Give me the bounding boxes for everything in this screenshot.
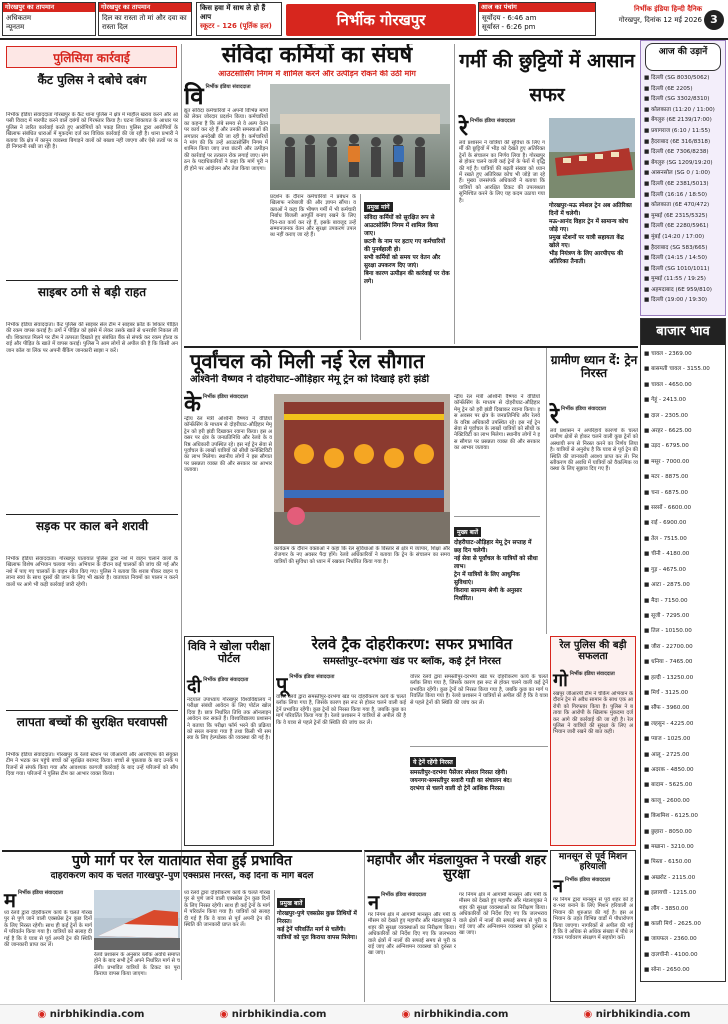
paper-name: निर्भीक इंडिया हिन्दी दैनिक [633,5,702,13]
story-mayor-security [364,850,548,1002]
market-row: ■ आलू - 2725.00 [644,751,690,758]
story1-bullet: छटनी के नाम पर हटाए गए कर्मचारियों की पुनर्बहाली हो। [364,239,446,253]
footer-site[interactable] [402,1009,509,1020]
police-item-title: साइबर ठगी से बड़ी राहत [37,285,147,299]
story1-demands-box [360,194,450,340]
flight-row: ■ मुंबई (14:20 / 17:00) [644,233,705,240]
village-headline: ग्रामीण ध्यान दें: ट्रेन निरस्त [550,353,638,381]
flight-row: ■ बेंगलुरु (SG 1209/19:20) [644,159,713,166]
weather-label: गोरखपुर का तापमान [3,3,95,12]
mayor-body: गर निगम क्षेत्र में आगामी मानसून और गर्मी के मौसम को देखते हुए महापौर और मंडलायुक्त ने शहर की सुरक्षा व्यवस्थाओं का निरीक्षण किया। अधिकारियों को निर्देश दिए गए कि जलभराव वाले क्षेत्रों में नालों की सफाई समय से पूरी कराई जाए और अग्निशमन व्यवस्था को दुरुस्त रखा जाए। [368,912,456,957]
market-row: ■ तेल - 7515.00 [644,535,687,542]
story-contract-workers [184,44,450,344]
police-item-title: सड़क पर काल बने शरावी [35,519,149,533]
market-row: ■ सूजी - 7295.00 [644,612,690,619]
rail-top-headline: पूर्वांचल को मिली नई रेल सौगात [190,349,425,373]
police-item-3 [6,518,178,708]
flight-row: ■ दिल्ली (6E 2381/5013) [644,180,709,187]
footer [0,1004,728,1024]
flight-row: ■ दिल्ली (6E 2205) [644,85,693,92]
rail-top-bullet: दोहरीघाट-औड़िहार मेमू ट्रेन सप्ताह में छह दिन चलेगी। [454,540,532,554]
rail-top-bullet: ट्रेन में यात्रियों के लिए आधुनिक सुविधाएं। [454,572,520,586]
story1-box-title: प्रमुख मांगें [364,202,393,212]
monsoon-byline: निर्भीक इंडिया संवाददाता [565,877,611,883]
monsoon-dropcap: न [553,876,563,897]
market-row: ■ सरसों - 6600.00 [644,505,692,512]
market-row: ■ मटर - 8875.00 [644,474,689,481]
market-row: ■ मसूर - 7000.00 [644,458,690,465]
police-column [2,44,182,980]
story2-highlights [549,202,635,342]
weather2-box [98,2,192,36]
globe-icon: ◉ [37,1009,47,1020]
market-row: ■ मखाना - 3210.00 [644,844,694,850]
railpolice-body: रखपुर जीआरपी टीम ने चेकिंग अभियान के दौरान ट्रेन से अवैध सामान के साथ एक आरोपी को गिरफ्तार किया है। पुलिस ने बताया कि आरोपी के खिलाफ मुकदमा दर्ज कर आगे की कार्रवाई की जा रही है। रेल पुलिस ने यात्रियों की सुरक्षा के लिए अभियान जारी रखने की बात कही। [553,691,633,736]
story1-dropcap: वि [184,82,204,110]
divider [6,710,178,711]
quote2-text: किस हवा में साथ ले हो हैं आप [200,4,266,21]
story-pune-route [2,850,362,1002]
exam-byline: निर्भीक इंडिया संवाददाता [203,677,249,683]
market-row: ■ धनिया - 7465.00 [644,659,693,666]
globe-icon: ◉ [401,1009,411,1020]
story1-subhead: आउटसोर्सिंग निगम में शामिल करने और उत्पीड़न रोकने की उठी मांग [218,70,416,78]
market-row: ■ सोना - 2650.00 [644,967,690,974]
story1-byline: निर्भीक इंडिया संवाददाता [205,84,251,90]
rail-top-box [454,516,540,634]
railpolice-dropcap: गो [553,670,568,691]
police-item-body: निर्भीक इंडिया संवाददाता गोरखपुर के कैंट थाना पुलिस ने क्षेत्र में माहौल खराब करने और आपसी विवाद में मारपीट करने वाले दबंगों को गिरफ्तार किया है। घटना शिकायत के आधार पर पुलिस ने त्वरित कार्रवाई करते हुए आरोपियों को पकड़ लिया। पुलिस द्वारा आरोपियों के खिलाफ संबंधित धाराओं में मुकदमा दर्ज कर विधिक कार्रवाई की जा रही है। थाना प्रभारी ने बताया कि क्षेत्र में कानून व्यवस्था बिगाड़ने वालों को बख्शा नहीं जाएगा और ऐसे तत्वों पर कड़ी निगरानी रखी जा रही है। [6,112,178,151]
market-row: ■ मिर्च - 3125.00 [644,689,689,696]
market-row: ■ लहसुन - 4225.00 [644,720,694,727]
pune-body: ध्य रेलवे द्वारा दोहरीकरण कार्य के चलते गोरखपुर से पुणे जाने वाली एक्सप्रेस ट्रेन कुछ दिनों के लिए निरस्त रहेगी। साथ ही कई ट्रेनों के मार्ग में परिवर्तन किया गया है। यात्रियों को सलाह दी गई है कि वे यात्रा से पूर्व अपनी ट्रेन की स्थिति की जानकारी प्राप्त कर लें। [4,910,92,949]
page-number-text: 3 [710,13,718,26]
dateline-box [598,4,702,34]
village-dropcap: रे [550,404,559,429]
train-photo [549,118,635,198]
police-item-2 [6,284,178,510]
monsoon-body: गर निगम द्वारा मानसून से पूर्व शहर को हरा-भरा बनाने के लिए मिशन हरियाली अभियान की शुरुआत की गई है। इस अभियान के तहत विभिन्न वार्डों में पौधारोपण किया जाएगा। नागरिकों से अपील की गई है कि वे अधिक से अधिक संख्या में पौधे लगाकर पर्यावरण संरक्षण में सहयोग करें। [553,897,633,942]
mayor-body-b: गर निगम क्षेत्र में आगामी मानसून और गर्मी के मौसम को देखते हुए महापौर और मंडलायुक्त ने शहर की सुरक्षा व्यवस्थाओं का निरीक्षण किया। अधिकारियों को निर्देश दिए गए कि जलभराव वाले क्षेत्रों में नालों की सफाई समय से पूरी कराई जाए और अग्निशमन व्यवस्था को दुरुस्त रखा जाए। [459,892,547,937]
market-row: ■ बासमती चावल - 3155.00 [644,366,710,373]
footer-site-text: nirbhikindia.com [49,1009,145,1020]
market-row: ■ छुहारा - 8050.00 [644,828,692,835]
market-row: ■ मैदा - 7150.00 [644,597,688,604]
min-temp-label: न्यूनतम [6,23,25,31]
market-row: ■ चना - 6875.00 [644,489,688,496]
protest-photo [270,84,450,190]
story2-bullet: गोरखपुर-मऊ स्पेशल ट्रेन अब अतिरिक्त दिनों में चलेगी। [549,203,632,217]
story2-bullet: प्रमुख स्टेशनों पर यात्री सहायता केंद्र खोले गए। [549,235,624,249]
market-row: ■ उड़द - 6795.00 [644,443,689,450]
market-row: ■ अखरोट - 2115.00 [644,874,696,881]
flights-list [641,73,725,306]
market-row: ■ जायफल - 2360.00 [644,936,697,943]
dateline: गोरखपुर, दिनांक 12 मई 2026 [618,16,702,24]
story-monsoon-greenery [550,850,636,1002]
story1-bullet: सभी कर्मियों को समय पर वेतन और सुरक्षा उपकरण दिए जाएं। [364,255,441,269]
flights-panel [640,40,726,316]
rail-mid-subhead: समस्तीपुर–दरभंगा खंड पर ब्लॉक, कई ट्रेनें निरस्त [323,656,501,667]
story-purvanchal-rail [184,346,638,634]
market-row: ■ काली मिर्च - 2625.00 [644,921,701,928]
market-row: ■ चीनी - 4180.00 [644,551,690,558]
market-row: ■ अदरक - 4850.00 [644,766,694,773]
rail-mid-box [410,746,548,844]
police-item-title: कैंट पुलिस ने दबोचे दबंग [37,73,147,87]
footer-site[interactable] [220,1009,327,1020]
flight-row: ■ प्रयागराज (6:10 / 11:55) [644,127,711,134]
rail-mid-body-b: र्वोत्तर रेलवे द्वारा समस्तीपुर-दरभंगा खंड पर दोहरीकरण कार्य के चलते ब्लॉक लिया गया है, जिसके कारण इस रूट से होकर चलने वाली कई ट्रेनें प्रभावित रहेंगी। कुछ ट्रेनों को निरस्त किया गया है, जबकि कुछ का मार्ग परिवर्तित किया गया है। रेलवे प्रशासन ने यात्रियों से अपील की है कि वे यात्रा से पहले ट्रेनों की स्थिति की जांच कर लें। [410,674,548,706]
story1-bullet: बिना कारण उत्पीड़न की कार्रवाई पर रोक लगे। [364,271,450,285]
market-row: ■ जीरा - 22700.00 [644,643,693,650]
footer-site-text: nirbhikindia.com [413,1009,509,1020]
exam-body: नदयाल उपाध्याय गोरखपुर विश्वविद्यालय ने परीक्षा संबंधी आवेदन के लिए पोर्टल खोल दिया है। छात्र निर्धारित तिथि तक ऑनलाइन आवेदन कर सकते हैं। विश्वविद्यालय प्रशासन ने बताया कि परीक्षा फॉर्म भरने की प्रक्रिया को सरल बनाया गया है तथा किसी भी समस्या के लिए हेल्पडेस्क की व्यवस्था की गई है। [187,697,271,742]
story-exam-portal [184,636,274,846]
rail-top-bullet: नई सेवा से पूर्वांचल के यात्रियों को सीधा लाभ। [454,556,538,570]
market-row: ■ इलायची - 1215.00 [644,890,697,897]
globe-icon: ◉ [583,1009,593,1020]
story2-byline: निर्भीक इंडिया संवाददाता [470,118,516,124]
rail-top-subhead: अश्विनी वैष्णव ने दोहरीघाट–औड़िहार मेमू ट्रेन को दिखाई हरी झंडी [190,374,430,385]
mayor-dropcap: न [368,890,380,914]
market-title [641,319,725,345]
story1-headline: संविदा कर्मियों का संघर्ष [221,44,413,68]
divider [6,280,178,281]
weather2-label: गोरखपुर का तापमान [99,3,191,12]
story2-headline: गर्मी की छुट्टियों में आसान सफर [459,50,635,106]
story2-body: लवे प्रशासन ने यात्रियों की सुविधा के लिए गर्मी की छुट्टियों में भीड़ को देखते हुए अतिरिक्त ट्रेनों के संचालन का निर्णय लिया है। गोरखपुर से होकर चलने वाली कई ट्रेनों के फेरों में वृद्धि की गई है। यात्रियों की बढ़ती संख्या को ध्यान में रखते हुए अतिरिक्त कोच भी जोड़े जा रहे हैं। मुख्य जनसंपर्क अधिकारी ने बताया कि यात्रियों को आरक्षित टिकट की उपलब्धता सुनिश्चित करने के लिए यह कदम उठाया गया है। [459,140,545,204]
pune-box-title: प्रमुख बातें [277,898,305,908]
police-item-1 [6,72,178,304]
monsoon-headline: मानसून से पूर्व मिशन हरियाली [558,852,628,872]
market-row: ■ पिस्ता - 6150.00 [644,859,692,866]
train-flagoff-photo [274,394,450,544]
police-item-body: निर्भीक इंडिया संवाददाता। कैंट पुलिस की साइबर सेल टीम ने साइबर फ्रॉड के शिकार पीड़ित की रकम वापस कराई है। ठगों ने पीड़ित को झांसे में लेकर उसके खाते से धनराशि निकाल ली थी। शिकायत मिलने पर टीम ने तत्परता दिखाते हुए संबंधित बैंक से संपर्क कर रकम होल्ड कराई और पीड़ित के खाते में वापस कराई। पुलिस ने आम लोगों से अपील की है कि किसी अनजान कॉल या लिंक पर अपनी बैंकिंग जानकारी साझा न करें। [6,322,178,354]
footer-site-text: nirbhikindia.com [595,1009,691,1020]
flight-row: ■ दिल्ली (16:16 / 18:50) [644,191,708,198]
flight-row: ■ दिल्ली (14:15 / 14:50) [644,255,708,262]
rail-top-bullet: किराया सामान्य श्रेणी के अनुसार निर्धारित। [454,588,522,602]
story1-body: द्युत संविदा कर्मचारियों ने अपनी विभिन्न मांगों को लेकर जोरदार प्रदर्शन किया। कर्मचारियों का कहना है कि लंबे समय से वे अल्प वेतन पर कार्य कर रहे हैं और उनकी समस्याओं की लगातार अनदेखी की जा रही है। कर्मचारियों ने मांग की कि उन्हें आउटसोर्सिंग निगम में शामिल किया जाए तथा छंटनी और उत्पीड़न की कार्रवाई पर तत्काल रोक लगाई जाए। संगठन के पदाधिकारियों ने कहा कि मांगें पूरी नहीं होने पर आंदोलन और तेज किया जाएगा। [184,108,268,172]
market-row: ■ आटा - 2875.00 [644,582,690,589]
rail-mid-byline: निर्भीक इंडिया संवाददाता [289,674,335,680]
story2-bullet: मऊ-आनंद विहार ट्रेन में सामान्य कोच जोड़े गए। [549,219,629,233]
rail-mid-headline: रेलवे ट्रैक दोहरीकरण: सफर प्रभावित [311,636,513,653]
market-row: ■ काजू - 2600.00 [644,797,690,804]
panchang-label: आज का पंचांग [479,3,595,12]
flights-title [645,43,721,71]
masthead-text: निर्भीक गोरखपुर [336,11,426,29]
page-number [704,10,724,30]
mayor-headline: महापौर और मंडलायुक्त ने परखी शहर सुरक्षा [366,853,547,883]
railpolice-headline: रेल पुलिस की बड़ी सफलता [559,640,627,662]
railpolice-byline: निर्भीक इंडिया संवाददाता [569,671,615,677]
market-row: ■ गुड़ - 4675.00 [644,566,686,573]
rail-top-body: न्द्रीय रेल मंत्री अश्विनी वैष्णव ने वीडियो कॉन्फ्रेंसिंग के माध्यम से दोहरीघाट-औड़िहार मेमू ट्रेन को हरी झंडी दिखाकर रवाना किया। इस अवसर पर क्षेत्र के जनप्रतिनिधि और रेलवे के वरिष्ठ अधिकारी उपस्थित रहे। इस नई ट्रेन सेवा से पूर्वांचल के लाखों यात्रियों को सीधी कनेक्टिविटी का लाभ मिलेगा। स्थानीय लोगों ने इस सौगात पर प्रसन्नता व्यक्त की और सरकार का आभार जताया। [184,416,272,474]
police-item-body: निर्भीक इंडिया संवाददाता। गोरखपुर यातायात पुलिस द्वारा नशे में वाहन चलाने वालों के खिलाफ विशेष अभियान चलाया गया। अभियान के दौरान कई चालकों की जांच की गई और नशे में पाए गए चालकों के वाहन सीज किए गए। पुलिस ने बताया कि शराब पीकर वाहन चलाना स्वयं के साथ दूसरों की जान के लिए भी खतरा है। यातायात नियमों का पालन न करने वालों पर आगे भी कड़ी कार्रवाई जारी रहेगी। [6,556,178,588]
flight-row: ■ दिल्ली (19:00 / 19:30) [644,297,708,304]
story-summer-travel [454,44,636,344]
market-row: ■ चावल - 4650.00 [644,381,692,388]
exam-dropcap: दी [187,676,202,697]
pune-box [274,890,360,1002]
rail-mid-dropcap: पू [276,672,288,696]
flight-row: ■ मुम्बई (6E 2315/5325) [644,212,708,219]
ad-number: स्कूटर - 126 (पूर्तिक हल) [200,22,272,30]
rail-top-body-c: न्द्रीय रेल मंत्री अश्विनी वैष्णव ने वीडियो कॉन्फ्रेंसिंग के माध्यम से दोहरीघाट-औड़िहार मेमू ट्रेन को हरी झंडी दिखाकर रवाना किया। इस अवसर पर क्षेत्र के जनप्रतिनिधि और रेलवे के वरिष्ठ अधिकारी उपस्थित रहे। इस नई ट्रेन सेवा से पूर्वांचल के लाखों यात्रियों को सीधी कनेक्टिविटी का लाभ मिलेगा। स्थानीय लोगों ने इस सौगात पर प्रसन्नता व्यक्त की और सरकार का आभार जताया। [454,394,540,452]
flight-row: ■ दिल्ली (6E 7306/8238) [644,149,709,156]
rail-top-body-b: कार्यक्रम के दौरान वक्ताओं ने कहा कि रेल सुविधाओं के विस्तार से क्षेत्र में व्यापार, शिक्षा और रोजगार के नए अवसर पैदा होंगे। रेलवे अधिकारियों ने बताया कि ट्रेन के संचालन का समय यात्रियों की सुविधा को ध्यान में रखकर निर्धारित किया गया है। [274,546,450,565]
flight-row: ■ दिल्ली (SG 3302/8310) [644,96,710,103]
rail-top-dropcap: के [184,392,201,417]
vande-train-photo [94,890,180,950]
protest-photo-art [270,84,450,190]
flight-row: ■ आसनसोल (SG 0 / 1:00) [644,170,711,177]
police-item-body: निर्भीक इंडिया संवाददाता। गोरखपुर के रेलवे स्टेशन पर जीआरपी और आरपीएफ की संयुक्त टीम ने भटक कर पहुंचे बच्चों को सुरक्षित बरामद किया। बच्चों से पूछताछ के बाद उनके परिजनों से संपर्क किया गया और आवश्यक कागजी कार्रवाई के बाद उन्हें परिजनों को सौंप दिया गया। परिजनों ने पुलिस टीम का आभार व्यक्त किया। [6,752,178,778]
market-row: ■ हल्दी - 13250.00 [644,674,694,681]
pune-bullet: कई ट्रेनें परिवर्तित मार्ग से चलेंगी। [277,927,346,933]
story2-dropcap: रे [459,116,468,141]
market-list [641,345,725,981]
sunrise: सूर्योदय - 6:46 am [482,14,537,22]
pune-bullet: गोरखपुर-पुणे एक्सप्रेस कुछ तिथियों में निरस्त। [277,911,357,925]
market-row: ■ लौंग - 3850.00 [644,905,689,912]
flight-row: ■ मुम्बई (11:55 / 19:25) [644,276,706,283]
rail-mid-bullet: समस्तीपुर-दरभंगा पैसेंजर स्पेशल निरस्त रहेगी। [410,770,508,776]
pune-dropcap: म [4,888,16,912]
rail-mid-bullet: जयनगर-समस्तीपुर सवारी गाड़ी का संचालन बंद। [410,778,512,784]
flight-row: ■ दिल्ली (6E 2280/5961) [644,223,709,230]
pune-body-c: ध्य रेलवे द्वारा दोहरीकरण कार्य के चलते गोरखपुर से पुणे जाने वाली एक्सप्रेस ट्रेन कुछ दिनों के लिए निरस्त रहेगी। साथ ही कई ट्रेनों के मार्ग में परिवर्तन किया गया है। यात्रियों को सलाह दी गई है कि वे यात्रा से पूर्व अपनी ट्रेन की स्थिति की जानकारी प्राप्त कर लें। [184,890,270,929]
market-title-text: बाजार भाव [656,324,710,339]
pune-headline: पुणे मार्ग पर रेल यातायात सेवा हुई प्रभावित [71,853,293,869]
footer-site-text: nirbhikindia.com [231,1009,327,1020]
market-row: ■ बादाम - 5625.00 [644,782,693,789]
weather-box [2,2,96,36]
flight-row: ■ बेंगलुरु (6E 2139/17:00) [644,117,712,124]
story-track-doubling [276,636,548,846]
flight-row: ■ दिल्ली (SG 8030/5062) [644,75,710,81]
sunset: सूर्यास्त - 6:26 pm [482,23,536,31]
story2-bullet: भीड़ नियंत्रण के लिए आरपीएफ की अतिरिक्त तैनाती। [549,251,624,265]
rail-mid-body: र्वोत्तर रेलवे द्वारा समस्तीपुर-दरभंगा खंड पर दोहरीकरण कार्य के चलते ब्लॉक लिया गया है, जिसके कारण इस रूट से होकर चलने वाली कई ट्रेनें प्रभावित रहेंगी। कुछ ट्रेनों को निरस्त किया गया है, जबकि कुछ का मार्ग परिवर्तित किया गया है। रेलवे प्रशासन ने यात्रियों से अपील की है कि वे यात्रा से पहले ट्रेनों की स्थिति की जांच कर लें। [276,694,406,726]
flight-row: ■ दिल्ली (SG 1010/1011) [644,265,710,272]
globe-icon: ◉ [219,1009,229,1020]
ad-box [196,2,282,36]
market-row: ■ तिल - 10150.00 [644,628,692,635]
rail-mid-box-title: ये ट्रेनें रहेंगी निरस्त [410,757,456,767]
panchang-header [478,2,596,36]
pune-bullet: यात्रियों को पूरा किराया वापस मिलेगा। [277,935,358,941]
flight-row: ■ हैदराबाद (6E 316/8318) [644,138,711,145]
train-flagoff-art [274,394,450,544]
vande-train-art [94,890,180,950]
rail-top-byline: निर्भीक इंडिया संवाददाता [202,394,248,400]
flight-row: ■ कोलकाता (6E 470/472) [644,202,710,209]
footer-site[interactable] [38,1009,145,1020]
market-row: ■ राई - 6900.00 [644,520,687,527]
pune-byline: निर्भीक इंडिया संवाददाता [17,890,63,896]
story-village [546,348,638,634]
max-temp-label: अधिकतम [6,14,32,22]
market-row: ■ चावल - 2369.00 [644,351,692,357]
divider [6,514,178,515]
police-item-title: लापता बच्चों की सुरक्षित घरवापसी [16,715,168,729]
market-panel [640,318,726,982]
market-row: ■ दाल - 2305.00 [644,412,688,419]
flight-row: ■ अहमदाबाद (6E 959/810) [644,286,712,293]
pune-subhead: दोहरीकरण कार्य के चलते गोरखपुर–पुणे एक्सप्रेस निरस्त, कई दिनों के मार्ग बदले [50,872,314,881]
header-strip [0,0,728,40]
masthead [286,4,476,36]
flight-row: ■ हैदराबाद (SG 583/665) [644,244,708,251]
rail-mid-bullet: दरभंगा से चलने वाली दो ट्रेनें आंशिक निरस्त। [410,786,505,792]
pune-body-b: रेलवे प्रशासन के अनुसार ब्लॉक अवधि समाप्त होने के बाद सभी ट्रेनें अपने निर्धारित मार्ग से चलेंगी। प्रभावित यात्रियों के टिकट का पूरा किराया वापस किया जाएगा। [94,952,180,978]
police-badge-text: पुलिसिया कार्रवाई [53,51,130,65]
story1-bullet: संविदा कर्मियों को सुरक्षित रूप से आउटसोर्सिंग निगम में शामिल किया जाए। [364,215,439,237]
flight-row: ■ कोलकाता (11:20 / 11:00) [644,106,715,113]
story1-body-b: प्रदर्शन के दौरान कर्मचारियों ने प्रबंधन के खिलाफ नारेबाजी की और ज्ञापन सौंपा। वक्ताओं ने कहा कि भीषण गर्मी में भी कर्मचारी निर्बाध बिजली आपूर्ति बनाए रखने के लिए दिन-रात कार्य कर रहे हैं, इसके बावजूद उन्हें सम्मानजनक वेतन और सुरक्षा उपकरण उपलब्ध नहीं कराए जा रहे हैं। [270,194,356,239]
flights-title-text: आज की उड़ानें [658,47,708,57]
mayor-byline: निर्भीक इंडिया संवाददाता [381,892,427,898]
market-row: ■ दालचीनी - 4100.00 [644,951,698,958]
rail-top-box-title: मुख्य बातें [454,527,481,537]
story-rail-police [550,636,636,846]
village-body: लवे प्रशासन ने अपरिहार्य कारणों के चलते ग्रामीण क्षेत्रों से होकर चलने वाली कुछ ट्रेनों को अस्थायी रूप से निरस्त करने का निर्णय लिया है। यात्रियों से अनुरोध है कि यात्रा से पूर्व ट्रेन की स्थिति की जानकारी अवश्य प्राप्त कर लें। निरस्तीकरण की अवधि में यात्रियों को वैकल्पिक व्यवस्था के लिए सुझाव दिए गए हैं। [550,428,638,473]
village-byline: निर्भीक इंडिया संवाददाता [561,406,607,412]
market-row: ■ सौंफ - 3960.00 [644,705,690,712]
market-row: ■ अरहर - 6625.00 [644,428,692,435]
exam-headline: विवि ने खोला परीक्षा पोर्टल [187,640,270,666]
market-row: ■ गेहूं - 2413.00 [644,397,686,404]
market-row: ■ प्याज - 1025.00 [644,736,691,743]
market-row: ■ किशमिश - 6125.00 [644,813,698,820]
train-photo-art [549,118,635,198]
footer-site[interactable] [584,1009,691,1020]
police-badge [6,46,177,68]
quote-text: दिल का रास्ता तो मां और दवा का रास्ता दिल [102,14,187,31]
